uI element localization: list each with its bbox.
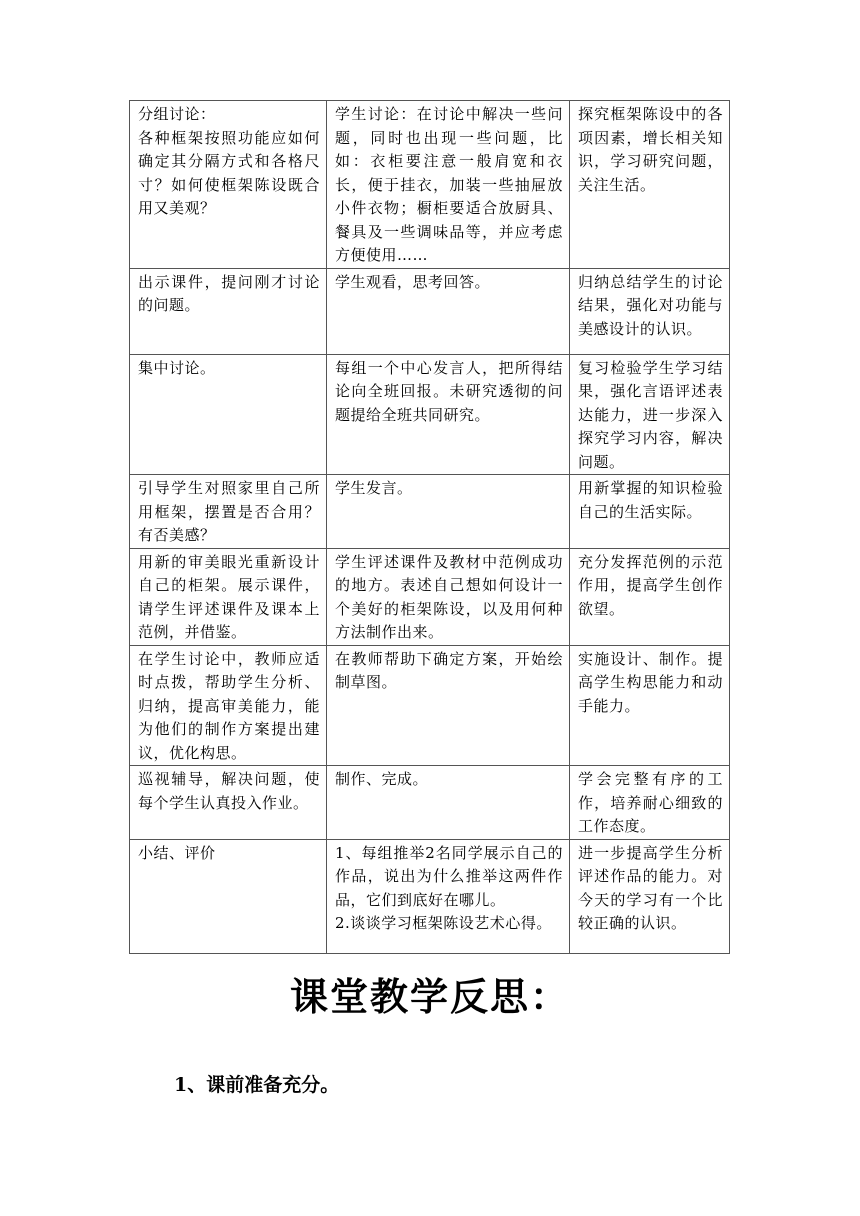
table-row — [130, 354, 730, 475]
cell-student: 学生发言。 — [327, 475, 570, 549]
lesson-table-body — [130, 101, 730, 954]
cell-purpose: 复习检验学生学习结果，强化言语评述表达能力，进一步深入探究学习内容，解决问题。 — [570, 354, 730, 475]
table-row — [130, 548, 730, 645]
cell-student: 学生讨论：在讨论中解决一些问题，同时也出现一些问题，比如：衣柜要注意一般肩宽和衣长，便于挂衣，加装一些抽屉放小件衣物；橱柜要适合放厨具、餐具及一些调味品等，并应考虑方便使用…… — [327, 101, 570, 269]
cell-teacher: 出示课件，提问刚才讨论的问题。 — [130, 268, 327, 354]
cell-teacher: 引导学生对照家里自己所用框架，摆置是否合用？有否美感？ — [130, 475, 327, 549]
cell-teacher: 分组讨论： 各种框架按照功能应如何确定其分隔方式和各格尺寸？如何使框架陈设既合用又美观？ — [130, 101, 327, 269]
cell-teacher: 集中讨论。 — [130, 354, 327, 475]
cell-teacher: 在学生讨论中，教师应适时点拨，帮助学生分析、归纳，提高审美能力，能为他们的制作方案提出建议，优化构思。 — [130, 645, 327, 766]
cell-purpose: 归纳总结学生的讨论结果，强化对功能与美感设计的认识。 — [570, 268, 730, 354]
cell-purpose: 实施设计、制作。提高学生构思能力和动手能力。 — [570, 645, 730, 766]
table-row — [130, 645, 730, 766]
lesson-table — [129, 100, 730, 954]
table-row — [130, 268, 730, 354]
cell-purpose: 探究框架陈设中的各项因素，增长相关知识，学习研究问题，关注生活。 — [570, 101, 730, 269]
cell-purpose: 学会完整有序的工作，培养耐心细致的工作态度。 — [570, 766, 730, 840]
cell-teacher: 小结、评价 — [130, 839, 327, 953]
cell-purpose: 用新掌握的知识检验自己的生活实际。 — [570, 475, 730, 549]
cell-student: 每组一个中心发言人，把所得结论向全班回报。未研究透彻的问题提给全班共同研究。 — [327, 354, 570, 475]
table-row — [130, 766, 730, 840]
reflection-heading: 课堂教学反思： — [289, 974, 570, 1019]
cell-teacher: 用新的审美眼光重新设计自己的柜架。展示课件，请学生评述课件及课本上范例，并借鉴。 — [130, 548, 327, 645]
cell-student: 1、每组推举2名同学展示自己的作品，说出为什么推举这两件作品，它们到底好在哪儿。 2.谈谈学习框架陈设艺术心得。 — [327, 839, 570, 953]
reflection-point-1: 1、课前准备充分。 — [174, 1074, 340, 1096]
table-row — [130, 839, 730, 953]
cell-purpose: 进一步提高学生分析评述作品的能力。对今天的学习有一个比较正确的认识。 — [570, 839, 730, 953]
cell-student: 学生观看，思考回答。 — [327, 268, 570, 354]
cell-student: 在教师帮助下确定方案，开始绘制草图。 — [327, 645, 570, 766]
cell-purpose: 充分发挥范例的示范作用，提高学生创作欲望。 — [570, 548, 730, 645]
cell-teacher: 巡视辅导，解决问题，使每个学生认真投入作业。 — [130, 766, 327, 840]
cell-student: 学生评述课件及教材中范例成功的地方。表述自己想如何设计一个美好的柜架陈设，以及用何种方法制作出来。 — [327, 548, 570, 645]
table-row — [130, 475, 730, 549]
table-row — [130, 101, 730, 269]
cell-student: 制作、完成。 — [327, 766, 570, 840]
